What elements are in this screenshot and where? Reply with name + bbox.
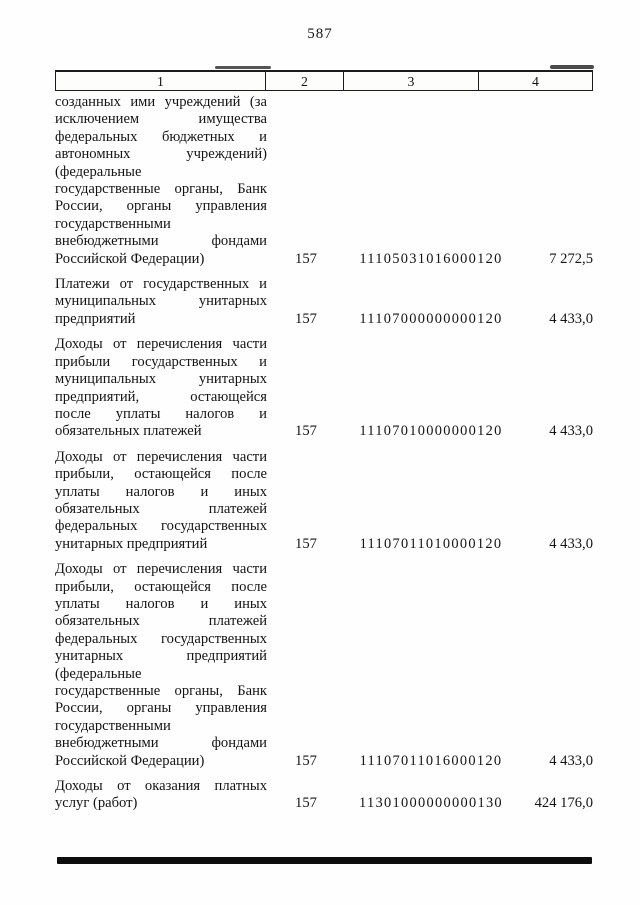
description-line: унитарных предприятий	[55, 648, 267, 665]
admin-code-cell: 157	[295, 535, 317, 552]
description-line: Российской Федерации)	[55, 250, 205, 267]
kbk-code-cell: 11107000000000120	[359, 310, 503, 327]
table-header-row	[55, 70, 593, 91]
admin-code-cell: 157	[295, 310, 317, 327]
revenue-description-cell	[55, 778, 267, 813]
admin-code-cell: 157	[295, 752, 317, 769]
description-line: России, органы управления	[55, 700, 267, 717]
description-line: Доходы от оказания платных	[55, 778, 267, 795]
description-line: Доходы от перечисления части	[55, 561, 267, 578]
description-line: унитарных предприятий	[55, 535, 208, 552]
description-line: прибыли, остающейся после	[55, 578, 267, 595]
table-row	[55, 561, 593, 770]
description-line: государственными	[55, 215, 171, 232]
description-line: предприятий	[55, 310, 136, 327]
description-line: муниципальных унитарных	[55, 293, 267, 310]
description-line: (федеральные	[55, 163, 142, 180]
description-line: государственные органы, Банк	[55, 181, 267, 198]
description-line: Российской Федерации)	[55, 752, 205, 769]
description-line: прибыли, остающейся после	[55, 466, 267, 483]
column-header-4: 4	[478, 72, 592, 90]
table-row	[55, 778, 593, 813]
description-line: Доходы от перечисления части	[55, 336, 267, 353]
description-line: России, органы управления	[55, 198, 267, 215]
amount-cell: 7 272,5	[549, 250, 593, 267]
description-line: государственные органы, Банк	[55, 683, 267, 699]
description-line: муниципальных унитарных	[55, 371, 267, 388]
kbk-code-cell: 11107011010000120	[359, 535, 503, 552]
description-line: прибыли государственных и	[55, 353, 267, 370]
scan-artifact-bar	[57, 857, 592, 864]
page-number: 587	[307, 26, 333, 42]
admin-code-cell: 157	[295, 795, 317, 812]
amount-cell: 4 433,0	[549, 423, 593, 440]
kbk-code-cell: 11107011016000120	[359, 752, 503, 769]
description-line: (федеральные	[55, 665, 142, 682]
description-line: обязательных платежей	[55, 613, 267, 630]
table-row	[55, 336, 593, 440]
description-line: обязательных платежей	[55, 500, 267, 517]
revenue-description-cell	[55, 336, 267, 440]
description-line: внебюджетными фондами	[55, 735, 267, 752]
description-line: исключением имущества	[55, 111, 267, 128]
description-line: внебюджетными фондами	[55, 233, 267, 250]
column-header-3: 3	[343, 72, 478, 90]
description-line: федеральных государственных	[55, 630, 267, 647]
description-line: Платежи от государственных и	[55, 276, 267, 293]
description-line: уплаты налогов и иных	[55, 483, 267, 500]
revenue-description-cell	[55, 449, 267, 553]
table-row	[55, 94, 593, 268]
kbk-code-cell: 11301000000000130	[359, 795, 503, 812]
description-line: автономных учреждений)	[55, 146, 267, 163]
description-line: уплаты налогов и иных	[55, 595, 267, 612]
column-header-1: 1	[157, 74, 164, 89]
scan-smudge	[550, 65, 594, 69]
kbk-code-cell: 11107010000000120	[359, 423, 503, 440]
description-line: предприятий, остающейся	[55, 388, 267, 405]
description-line: созданных ими учреждений (за	[55, 94, 267, 110]
scan-smudge	[215, 66, 271, 69]
column-header-2: 2	[265, 72, 343, 90]
admin-code-cell: 157	[295, 423, 317, 440]
description-line: услуг (работ)	[55, 795, 138, 812]
table-body	[55, 91, 593, 813]
table-row	[55, 449, 593, 553]
revenue-description-cell	[55, 561, 267, 770]
kbk-code-cell: 11105031016000120	[359, 250, 503, 267]
description-line: обязательных платежей	[55, 423, 202, 440]
table-row	[55, 276, 593, 328]
description-line: государственными	[55, 717, 171, 734]
budget-revenue-table	[55, 70, 593, 821]
description-line: после уплаты налогов и	[55, 405, 267, 422]
amount-cell: 4 433,0	[549, 752, 593, 769]
description-line: Доходы от перечисления части	[55, 448, 267, 465]
admin-code-cell: 157	[295, 250, 317, 267]
description-line: федеральных бюджетных и	[55, 128, 267, 145]
description-line: федеральных государственных	[55, 518, 267, 535]
revenue-description-cell	[55, 94, 267, 268]
amount-cell: 424 176,0	[534, 795, 593, 812]
revenue-description-cell	[55, 276, 267, 328]
amount-cell: 4 433,0	[549, 535, 593, 552]
amount-cell: 4 433,0	[549, 310, 593, 327]
